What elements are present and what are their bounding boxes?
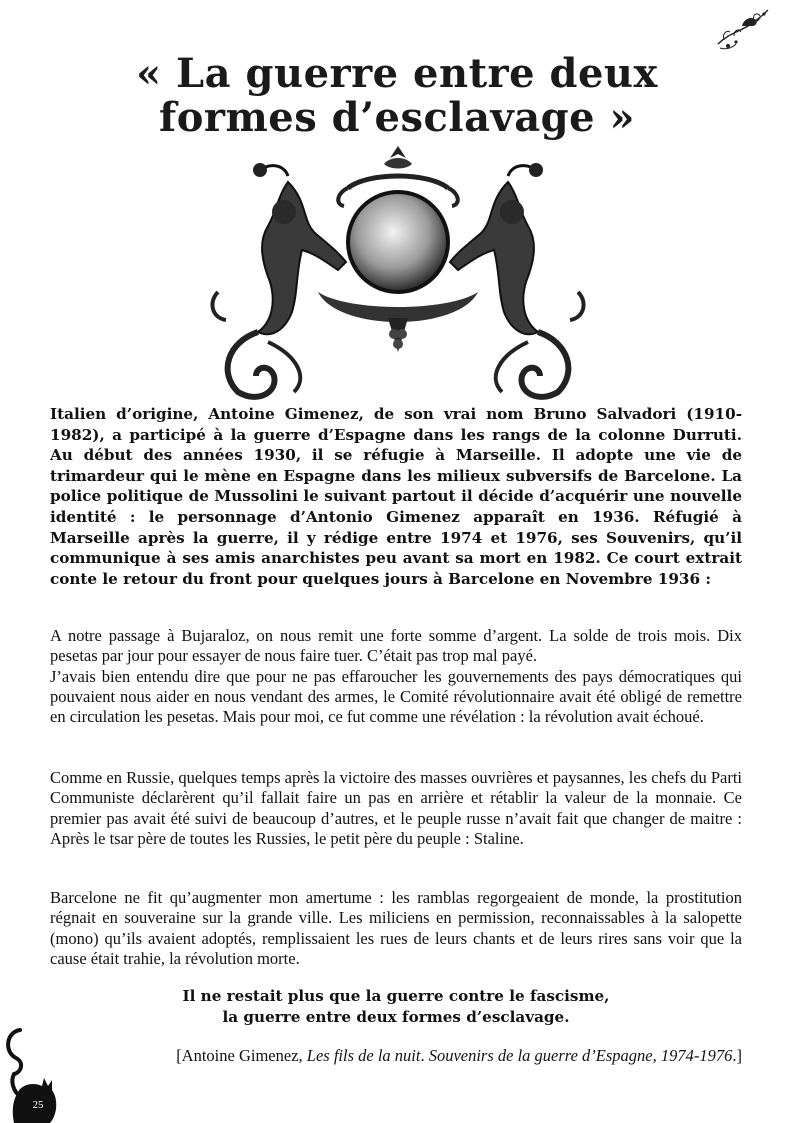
bird-on-branch-icon xyxy=(714,4,772,52)
citation-close: .] xyxy=(732,1046,742,1065)
intro-paragraph: Italien d’origine, Antoine Gimenez, de son vrai nom Bruno Salvadori (1910-1982), a participé à la guerre d’Espagne dans les rangs de la colonne Durruti. Au début des années 1930, il se réfugie à Marseille. Il adopte une vie de trimardeur qui le mène en Espagne dans les milieux subversifs de Barcelone. La police politique de Mussolini le suivant partout il décide d’acquérir une nouvelle identité : le personnage d’Antonio Gimenez apparaît en 1936. Réfugié à Marseille après la guerre, il y rédige entre 1974 et 1976, ses Souvenirs, qu’il communique à ses amis anarchistes peu avant sa mort en 1982. Ce court extrait conte le retour du front pour quelques jours à Barcelone en Novembre 1936 : xyxy=(50,405,742,588)
citation-book-title: Les fils de la nuit xyxy=(306,1046,421,1065)
citation-subtitle: Souvenirs de la guerre d’Espagne, 1974-1976 xyxy=(428,1046,733,1065)
closing-line-2: la guerre entre deux formes d’esclavage. xyxy=(222,1008,570,1026)
engraving-two-satyrs-holding-orb-icon xyxy=(198,142,598,404)
body-paragraph-2: Comme en Russie, quelques temps après la victoire des masses ouvrières et paysannes, les chefs du Parti Communiste déclarèrent qu’il fallait faire un pas en arrière et rétablir la valeur de la monnaie. Ce premier pas avait été suivi de beaucoup d’autres, et le peuple russe n’avait fait que changer de maitre : Après le tsar père de toutes les Russies, le petit père du peuple : Staline. xyxy=(50,768,742,848)
body-paragraph-1: A notre passage à Bujaraloz, on nous remit une forte somme d’argent. La solde de trois mois. Dix pesetas par jour pour essayer de nous faire tuer. C’était pas trop mal payé. J’avais bien entendu dire que pour ne pas effaroucher les gouvernements des pays démocratiques qui pouvaient nous aider en nous vendant des armes, le Comité révolutionnaire avait été obligé de remettre en circulation les pesetas. Mais pour moi, ce fut comme une révélation : la révolution avait échoué. xyxy=(50,626,742,727)
title-line-2: formes d’esclavage » xyxy=(158,94,635,141)
title-line-1: « La guerre entre deux xyxy=(136,50,658,97)
page-title xyxy=(40,52,754,140)
closing-line-1: Il ne restait plus que la guerre contre le fascisme, xyxy=(182,987,610,1005)
page-number: 25 xyxy=(32,1099,44,1111)
citation xyxy=(50,1046,742,1066)
citation-separator: . xyxy=(420,1046,429,1065)
closing-quote xyxy=(50,986,742,1028)
citation-open: [Antoine Gimenez, xyxy=(176,1046,307,1065)
body-paragraph-3: Barcelone ne fit qu’augmenter mon amertume : les ramblas regorgeaient de monde, la prostitution régnait en souveraine sur la grande ville. Les miliciens en permission, reconnaissables à la salopette (mono) qu’ils avaient adoptés, remplissaient les rues de leurs chants et de leurs rires sans voir que la cause était trahie, la révolution morte. xyxy=(50,888,742,968)
